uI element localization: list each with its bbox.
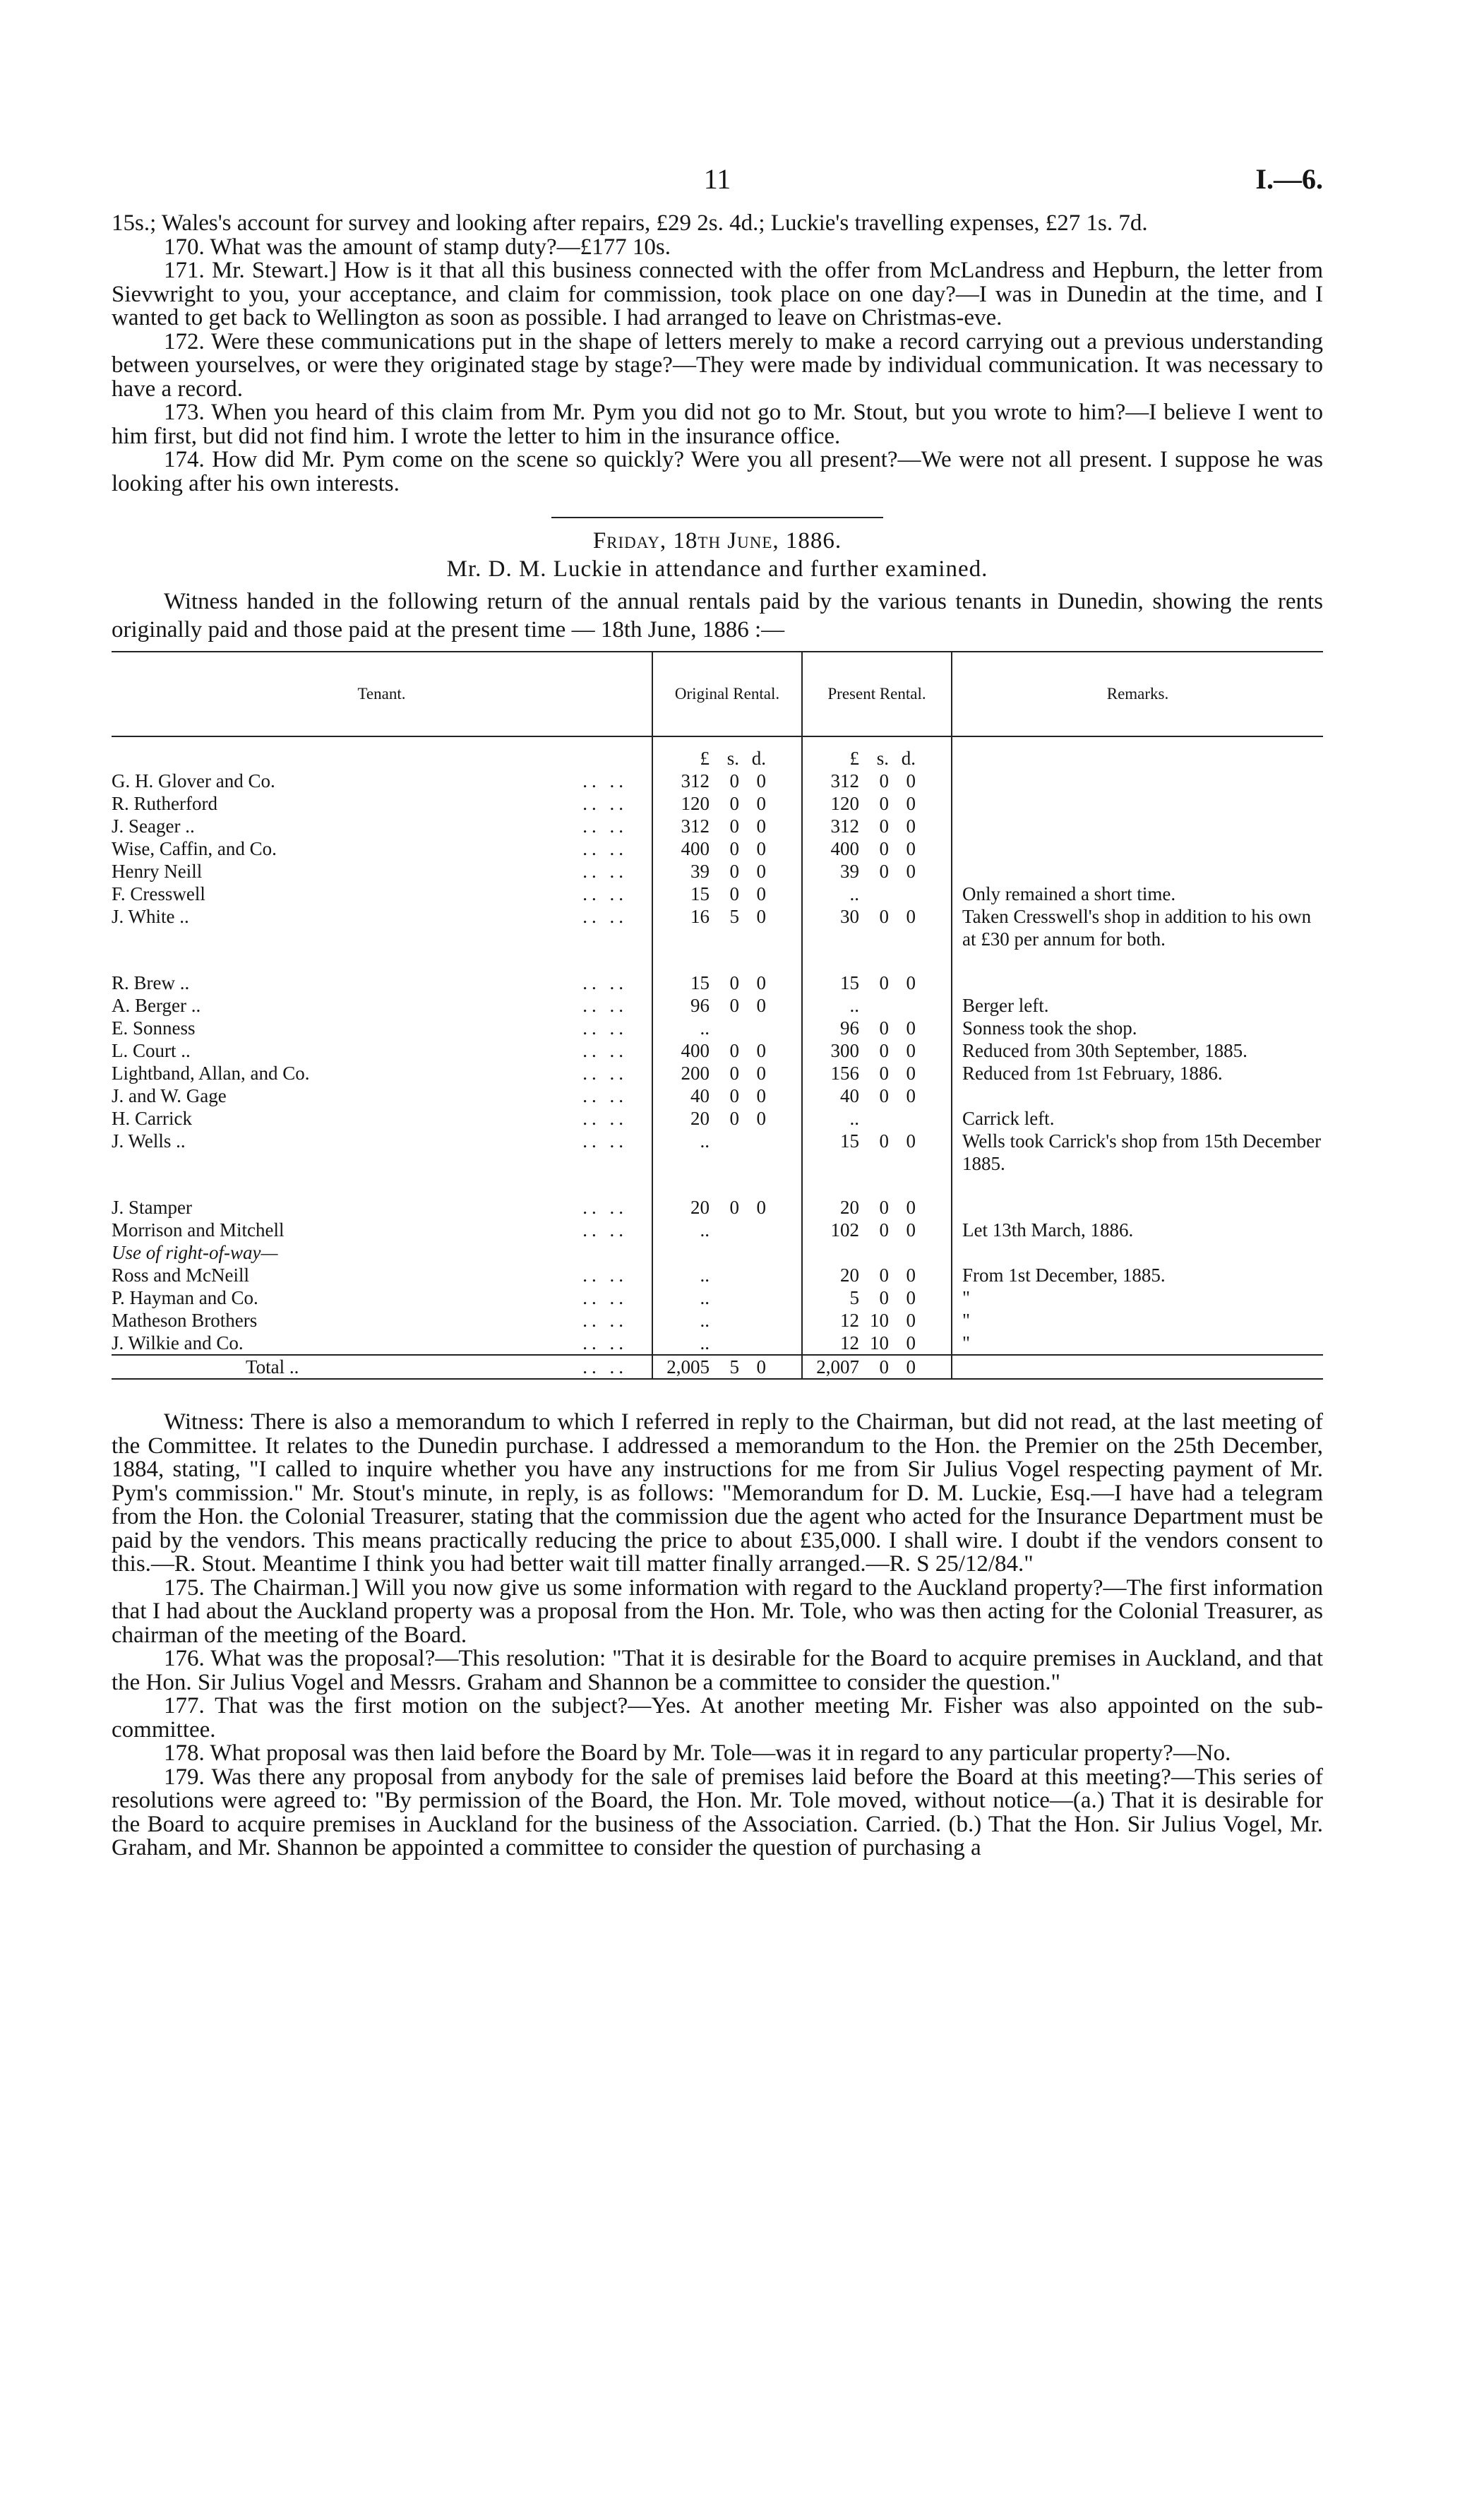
orig-pounds: 39 — [690, 861, 710, 882]
table-row: A. Berger .. .. .. 96 0 0 .. Berger left. — [112, 994, 1323, 1017]
orig-pounds: .. — [700, 1332, 710, 1353]
orig-pence: 0 — [756, 883, 766, 904]
tenant-name: Matheson Brothers — [112, 1310, 258, 1331]
tenant-name: E. Sonness — [112, 1017, 196, 1039]
orig-pounds: .. — [700, 1310, 710, 1331]
pres-shillings: 0 — [879, 1085, 889, 1106]
orig-pounds: 312 — [681, 815, 710, 837]
orig-pounds: 40 — [690, 1085, 710, 1106]
orig-shillings: 0 — [729, 793, 739, 814]
table-row — [112, 1241, 1323, 1264]
pres-pounds: .. — [849, 1108, 859, 1129]
table-row: Morrison and Mitchell .. .. .. 102 0 0 Let 13th March, 1886. — [112, 1219, 1323, 1241]
pres-pounds: 5 — [849, 1287, 859, 1308]
pres-pence: 0 — [906, 1332, 916, 1353]
pres-pounds: 400 — [830, 838, 859, 859]
remarks-cell — [952, 792, 1323, 815]
paragraph: 174. How did Mr. Pym come on the scene so quickly? Were you all present?—We were not all present. I suppose he was looking after his own interests. — [112, 447, 1323, 496]
table-row: F. Cresswell .. .. 15 0 0 .. Only remained a short time. — [112, 883, 1323, 905]
pres-shillings: 0 — [879, 1130, 889, 1152]
pres-shillings: 0 — [879, 1265, 889, 1286]
table-row: J. Wilkie and Co. .. .. .. 12 10 0 " — [112, 1332, 1323, 1355]
orig-pence: 0 — [756, 1063, 766, 1084]
orig-pounds: 15 — [690, 972, 710, 993]
tenant-name: J. Wells .. — [112, 1130, 186, 1152]
page-number: 11 — [703, 163, 731, 195]
table-row: J. Stamper .. .. 20 0 0 20 0 0 — [112, 1196, 1323, 1219]
remarks-cell — [952, 1084, 1323, 1107]
row-gap — [112, 1175, 1323, 1196]
unit-pence: d. — [751, 748, 766, 769]
table-row: J. and W. Gage .. .. 40 0 0 40 0 0 — [112, 1084, 1323, 1107]
header-remarks: Remarks. — [952, 652, 1323, 736]
document-page — [112, 162, 1323, 1860]
remarks-cell: Taken Cresswell's shop in addition to his own at £30 per annum for both. — [952, 905, 1323, 950]
orig-pounds: .. — [700, 1130, 710, 1152]
orig-shillings: 0 — [729, 1108, 739, 1129]
tenant-name: R. Brew .. — [112, 972, 190, 993]
total-pres-pounds: 2,007 — [816, 1356, 859, 1377]
section-subtitle: Mr. D. M. Luckie in attendance and further examined. — [446, 556, 988, 582]
remarks-cell: Let 13th March, 1886. — [952, 1219, 1323, 1241]
paragraph: 175. The Chairman.] Will you now give us some information with regard to the Auckland property?—The first information that I had about the Auckland property was a proposal from the Hon. Mr. Tole, who was then acting for the Colonial Treasurer, as chairman of the meeting of the Board. — [112, 1574, 1323, 1648]
tenant-name: G. H. Glover and Co. — [112, 770, 275, 791]
pres-pence: 0 — [906, 1197, 916, 1218]
pres-pounds: 102 — [830, 1219, 859, 1241]
table-row: G. H. Glover and Co. .. .. 312 0 0 312 0 0 — [112, 770, 1323, 792]
pres-shillings: 0 — [879, 906, 889, 927]
orig-pounds: .. — [700, 1287, 710, 1308]
table-row: P. Hayman and Co. .. .. .. 5 0 0 " — [112, 1286, 1323, 1309]
table-row: Wise, Caffin, and Co. .. .. 400 0 0 400 0 0 — [112, 837, 1323, 860]
orig-shillings: 0 — [729, 838, 739, 859]
header-tenant: Tenant. — [112, 652, 652, 736]
remarks-cell: " — [952, 1286, 1323, 1309]
page-header — [112, 162, 1323, 212]
total-orig-shillings: 5 — [729, 1356, 739, 1377]
pres-shillings: 0 — [879, 793, 889, 814]
orig-shillings: 0 — [729, 1085, 739, 1106]
pres-pounds: 300 — [830, 1040, 859, 1061]
table-intro: Witness handed in the following return of the annual rentals paid by the various tenants in Dunedin, showing the rents originally paid and those paid at the present time — 18th June, 1886 :— — [112, 589, 1323, 643]
paragraph: 176. What was the proposal?—This resolution: "That it is desirable for the Board to acquire premises in Auckland, and that the Hon. Sir Julius Vogel and Messrs. Graham and Shannon be a committee to consider the question." — [112, 1646, 1323, 1695]
total-pres-shillings: 0 — [879, 1356, 889, 1377]
pres-pounds: 40 — [840, 1085, 859, 1106]
pres-pounds: 120 — [830, 793, 859, 814]
table-row: R. Brew .. .. .. 15 0 0 15 0 0 — [112, 972, 1323, 994]
pres-shillings: 0 — [879, 815, 889, 837]
remarks-cell: " — [952, 1309, 1323, 1332]
total-label: Total .. — [246, 1356, 299, 1377]
pres-shillings: 0 — [879, 861, 889, 882]
orig-pounds: 400 — [681, 1040, 710, 1061]
orig-pence: 0 — [756, 995, 766, 1016]
orig-pounds: 20 — [690, 1108, 710, 1129]
section-divider — [551, 517, 883, 518]
paragraph: 172. Were these communications put in the shape of letters merely to make a record carrying out a previous understanding between yourselves, or were they originated stage by stage?—They were made by individual communication. It was necessary to have a record. — [112, 328, 1323, 402]
pres-pence: 0 — [906, 1017, 916, 1039]
rental-table — [112, 651, 1323, 1380]
paragraph: 173. When you heard of this claim from Mr. Pym you did not go to Mr. Stout, but you wrote to him?—I believe I went to him first, but did not find him. I wrote the letter to him in the insurance office. — [112, 400, 1323, 449]
pres-pence: 0 — [906, 1040, 916, 1061]
row-gap — [112, 950, 1323, 972]
tenant-name: J. and W. Gage — [112, 1085, 227, 1106]
tenant-name: Ross and McNeill — [112, 1265, 249, 1286]
remarks-cell — [952, 837, 1323, 860]
total-orig-pence: 0 — [756, 1356, 766, 1377]
pres-pounds: 15 — [840, 972, 859, 993]
pres-pence: 0 — [906, 1265, 916, 1286]
orig-pence: 0 — [756, 861, 766, 882]
orig-pence: 0 — [756, 972, 766, 993]
table-row: H. Carrick .. .. 20 0 0 .. Carrick left. — [112, 1107, 1323, 1130]
orig-shillings: 0 — [729, 995, 739, 1016]
paragraph: 179. Was there any proposal from anybody for the sale of premises laid before the Board at this meeting?—This series of resolutions were agreed to: "By permission of the Board, the Hon. Mr. Tole moved, without notice—(a.) That it is desirable for the Board to acquire premises in Auckland for the business of the Association. Carried. (b.) That the Hon. Sir Julius Vogel, Mr. Graham, and Mr. Shannon be appointed a committee to consider the question of purchasing a — [112, 1764, 1323, 1860]
pres-pounds: 156 — [830, 1063, 859, 1084]
pres-pounds: .. — [849, 995, 859, 1016]
pres-shillings: 0 — [879, 1287, 889, 1308]
pres-pence: 0 — [906, 838, 916, 859]
table-row: Henry Neill .. .. 39 0 0 39 0 0 — [112, 860, 1323, 883]
remarks-cell: Wells took Carrick's shop from 15th December 1885. — [952, 1130, 1323, 1175]
orig-pence: 0 — [756, 815, 766, 837]
remarks-cell: Berger left. — [952, 994, 1323, 1017]
orig-pounds: 400 — [681, 838, 710, 859]
paragraph: 170. What was the amount of stamp duty?—£177 10s. — [164, 234, 671, 260]
unit-pounds: £ — [849, 748, 859, 769]
section-date: Friday, 18th June, 1886. — [592, 528, 842, 554]
table-header-row — [112, 652, 1323, 736]
orig-pence: 0 — [756, 1197, 766, 1218]
pres-pence: 0 — [906, 1130, 916, 1152]
orig-pounds: 16 — [690, 906, 710, 927]
paragraph: 171. Mr. Stewart.] How is it that all this business connected with the offer from McLandress and Hepburn, the letter from Sievwright to you, your acceptance, and claim for commission, took place on one day?—I was in Dunedin at the time, and I wanted to get back to Wellington as soon as possible. I had arranged to leave on Christmas-eve. — [112, 258, 1323, 330]
pres-pence: 0 — [906, 972, 916, 993]
unit-pence: d. — [901, 748, 916, 769]
tenant-name: Morrison and Mitchell — [112, 1219, 285, 1241]
pres-shillings: 0 — [879, 838, 889, 859]
document-reference: I.—6. — [1255, 163, 1323, 195]
table-row: Matheson Brothers .. .. .. 12 10 0 " — [112, 1309, 1323, 1332]
remarks-cell — [952, 815, 1323, 837]
paragraph: 15s.; Wales's account for survey and looking after repairs, £29 2s. 4d.; Luckie's travelling expenses, £27 1s. 7d. — [112, 210, 1148, 236]
tenant-name: J. Wilkie and Co. — [112, 1332, 244, 1353]
units-row — [112, 736, 1323, 770]
pres-pence: 0 — [906, 1063, 916, 1084]
total-pres-pence: 0 — [906, 1356, 916, 1377]
top-paragraphs — [112, 212, 1323, 496]
table-body — [112, 736, 1323, 1355]
pres-pence: 0 — [906, 861, 916, 882]
remarks-cell: Carrick left. — [952, 1107, 1323, 1130]
orig-pence: 0 — [756, 1085, 766, 1106]
remarks-cell — [952, 770, 1323, 792]
orig-shillings: 0 — [729, 1040, 739, 1061]
pres-pounds: 312 — [830, 815, 859, 837]
pres-shillings: 0 — [879, 770, 889, 791]
table-row: J. White .. .. .. 16 5 0 30 0 0 Taken Cresswell's shop in addition to his own at £30 per annum for both. — [112, 905, 1323, 950]
orig-shillings: 0 — [729, 770, 739, 791]
pres-pence: 0 — [906, 1287, 916, 1308]
pres-pence: 0 — [906, 1310, 916, 1331]
table-row: J. Seager .. .. .. 312 0 0 312 0 0 — [112, 815, 1323, 837]
pres-pounds: 12 — [840, 1310, 859, 1331]
orig-shillings: 0 — [729, 972, 739, 993]
pres-pounds: 12 — [840, 1332, 859, 1353]
remarks-cell: From 1st December, 1885. — [952, 1264, 1323, 1286]
orig-shillings: 0 — [729, 1063, 739, 1084]
pres-shillings: 0 — [879, 1219, 889, 1241]
tenant-name: F. Cresswell — [112, 883, 205, 904]
pres-pounds: 30 — [840, 906, 859, 927]
remarks-cell: Only remained a short time. — [952, 883, 1323, 905]
orig-pounds: 200 — [681, 1063, 710, 1084]
pres-pence: 0 — [906, 906, 916, 927]
table-row: E. Sonness .. .. .. 96 0 0 Sonness took the shop. — [112, 1017, 1323, 1039]
pres-pence: 0 — [906, 793, 916, 814]
remarks-cell: Reduced from 1st February, 1886. — [952, 1062, 1323, 1084]
orig-pounds: 312 — [681, 770, 710, 791]
orig-pounds: 15 — [690, 883, 710, 904]
tenant-name: J. White .. — [112, 906, 189, 927]
orig-shillings: 0 — [729, 861, 739, 882]
table-row: Lightband, Allan, and Co. .. .. 200 0 0 156 0 0 Reduced from 1st February, 1886. — [112, 1062, 1323, 1084]
orig-pounds: 96 — [690, 995, 710, 1016]
pres-pounds: 96 — [840, 1017, 859, 1039]
orig-pence: 0 — [756, 793, 766, 814]
pres-pence: 0 — [906, 815, 916, 837]
orig-pence: 0 — [756, 1040, 766, 1061]
bottom-paragraphs — [112, 1411, 1323, 1860]
tenant-name: R. Rutherford — [112, 793, 217, 814]
tenant-name: J. Stamper — [112, 1197, 192, 1218]
orig-shillings: 0 — [729, 815, 739, 837]
remarks-cell: " — [952, 1332, 1323, 1355]
pres-pence: 0 — [906, 1085, 916, 1106]
paragraph: Witness: There is also a memorandum to which I referred in reply to the Chairman, but did not read, at the last meeting of the Committee. It relates to the Dunedin purchase. I addressed a memorandum to the Hon. the Premier on the 25th December, 1884, stating, "I called to inquire whether you have any instructions for me from Sir Julius Vogel respecting payment of Mr. Pym's commission." Mr. Stout's minute, in reply, is as follows: "Memorandum for D. M. Luckie, Esq.—I have had a telegram from the Hon. the Colonial Treasurer, stating that the commission due the agent who acted for the Insurance Department must be paid by the vendors. This means practically reducing the price to about £35,000. I shall wire. I doubt if the vendors consent to this.—R. Stout. Meantime I think you had better wait till matter finally arranged.—R. S 25/12/84." — [112, 1409, 1323, 1577]
orig-pounds: .. — [700, 1017, 710, 1039]
remarks-cell — [952, 972, 1323, 994]
orig-shillings: 5 — [729, 906, 739, 927]
header-present: Present Rental. — [802, 652, 952, 736]
paragraph: 177. That was the first motion on the subject?—Yes. At another meeting Mr. Fisher was also appointed on the sub-committee. — [112, 1693, 1323, 1743]
header-original: Original Rental. — [652, 652, 802, 736]
pres-pounds: 20 — [840, 1197, 859, 1218]
pres-shillings: 0 — [879, 1063, 889, 1084]
unit-pounds: £ — [700, 748, 710, 769]
orig-pounds: 120 — [681, 793, 710, 814]
orig-pounds: .. — [700, 1265, 710, 1286]
orig-pounds: .. — [700, 1219, 710, 1241]
pres-pounds: 39 — [840, 861, 859, 882]
orig-pounds: 20 — [690, 1197, 710, 1218]
orig-shillings: 0 — [729, 1197, 739, 1218]
tenant-name: Lightband, Allan, and Co. — [112, 1063, 310, 1084]
pres-shillings: 10 — [870, 1332, 889, 1353]
tenant-name: Use of right-of-way— — [112, 1242, 278, 1263]
pres-shillings: 0 — [879, 1017, 889, 1039]
tenant-name: Wise, Caffin, and Co. — [112, 838, 277, 859]
pres-pounds: 312 — [830, 770, 859, 791]
table-row: Ross and McNeill .. .. .. 20 0 0 From 1st December, 1885. — [112, 1264, 1323, 1286]
pres-pence: 0 — [906, 770, 916, 791]
remarks-cell — [952, 1241, 1323, 1264]
tenant-name: P. Hayman and Co. — [112, 1287, 258, 1308]
paragraph: 178. What proposal was then laid before the Board by Mr. Tole—was it in regard to any particular property?—No. — [164, 1740, 1231, 1766]
tenant-name: A. Berger .. — [112, 995, 201, 1016]
pres-pounds: 15 — [840, 1130, 859, 1152]
remarks-cell: Sonness took the shop. — [952, 1017, 1323, 1039]
table-row: J. Wells .. .. .. .. 15 0 0 Wells took Carrick's shop from 15th December 1885. — [112, 1130, 1323, 1175]
tenant-name: L. Court .. — [112, 1040, 191, 1061]
table-row: L. Court .. .. .. 400 0 0 300 0 0 Reduced from 30th September, 1885. — [112, 1039, 1323, 1062]
orig-pence: 0 — [756, 770, 766, 791]
remarks-cell: Reduced from 30th September, 1885. — [952, 1039, 1323, 1062]
orig-pence: 0 — [756, 906, 766, 927]
orig-pence: 0 — [756, 838, 766, 859]
total-orig-pounds: 2,005 — [666, 1356, 710, 1377]
orig-shillings: 0 — [729, 883, 739, 904]
tenant-name: H. Carrick — [112, 1108, 192, 1129]
pres-pence: 0 — [906, 1219, 916, 1241]
pres-shillings: 10 — [870, 1310, 889, 1331]
unit-shillings: s. — [726, 748, 739, 769]
unit-shillings: s. — [876, 748, 889, 769]
remarks-cell — [952, 1196, 1323, 1219]
pres-pounds: 20 — [840, 1265, 859, 1286]
tenant-name: J. Seager .. — [112, 815, 195, 837]
orig-pence: 0 — [756, 1108, 766, 1129]
tenant-name: Henry Neill — [112, 861, 203, 882]
pres-shillings: 0 — [879, 972, 889, 993]
pres-pounds: .. — [849, 883, 859, 904]
pres-shillings: 0 — [879, 1040, 889, 1061]
remarks-cell — [952, 860, 1323, 883]
total-row: Total .. .. .. 2,005 5 0 2,007 0 0 — [112, 1355, 1323, 1379]
table-row: R. Rutherford .. .. 120 0 0 120 0 0 — [112, 792, 1323, 815]
pres-shillings: 0 — [879, 1197, 889, 1218]
